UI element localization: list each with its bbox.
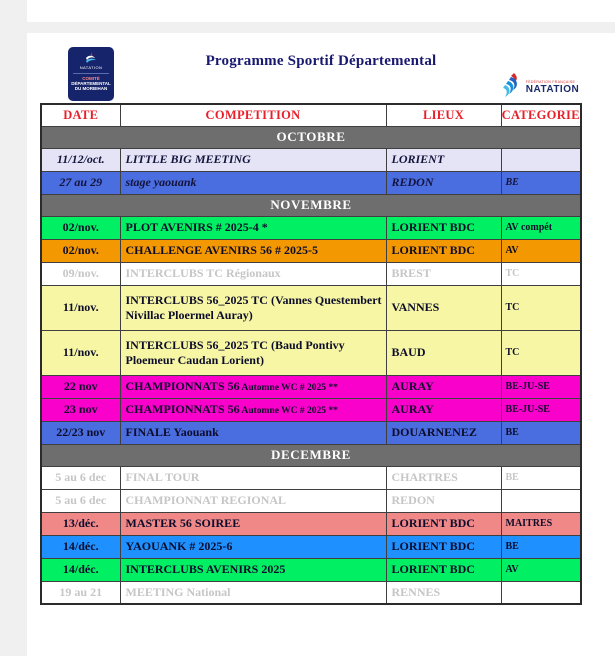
month-section-header: NOVEMBRE	[41, 194, 581, 216]
competition-cell: FINALE Yaouank	[120, 421, 386, 444]
competition-cell: INTERCLUBS 56_2025 TC (Baud Pontivy Ploemeur Caudan Lorient)	[120, 330, 386, 375]
committee-line-1: COMITÉ	[82, 76, 100, 81]
date-cell: 11/12/oct.	[41, 148, 120, 171]
categorie-cell: AV	[501, 239, 581, 262]
lieux-cell: AURAY	[386, 398, 501, 421]
lieux-cell: CHARTRES	[386, 466, 501, 489]
event-row	[41, 239, 581, 262]
date-cell: 02/nov.	[41, 239, 120, 262]
event-row	[41, 330, 581, 375]
competition-cell: CHAMPIONNAT REGIONAL	[120, 489, 386, 512]
competition-cell: LITTLE BIG MEETING	[120, 148, 386, 171]
categorie-cell: AV	[501, 558, 581, 581]
committee-line-2: DÉPARTEMENTAL	[71, 81, 111, 86]
event-row	[41, 171, 581, 194]
schedule-table-body	[41, 126, 581, 604]
categorie-cell: MAITRES	[501, 512, 581, 535]
competition-cell: PLOT AVENIRS # 2025-4 *	[120, 216, 386, 239]
lieux-cell: LORIENT BDC	[386, 239, 501, 262]
competition-cell: INTERCLUBS AVENIRS 2025	[120, 558, 386, 581]
categorie-cell	[501, 581, 581, 604]
month-section-row	[41, 444, 581, 466]
lieux-cell: REDON	[386, 489, 501, 512]
event-row	[41, 558, 581, 581]
event-row	[41, 466, 581, 489]
event-row	[41, 512, 581, 535]
categorie-cell: BE-JU-SE	[501, 375, 581, 398]
page-title: Programme Sportif Départemental	[205, 53, 437, 69]
categorie-cell: TC	[501, 285, 581, 330]
event-row	[41, 148, 581, 171]
event-row	[41, 421, 581, 444]
lieux-cell: VANNES	[386, 285, 501, 330]
previous-page-edge	[27, 0, 615, 22]
lieux-cell: LORIENT BDC	[386, 216, 501, 239]
date-cell: 5 au 6 dec	[41, 489, 120, 512]
competition-note: Automne WC # 2025 **	[239, 405, 338, 416]
committee-logo	[68, 47, 114, 101]
header-competition: COMPETITION	[120, 104, 386, 126]
event-row	[41, 489, 581, 512]
lieux-cell: BAUD	[386, 330, 501, 375]
categorie-cell: TC	[501, 262, 581, 285]
federation-label: NATATION	[525, 83, 580, 95]
month-section-header: DECEMBRE	[41, 444, 581, 466]
competition-cell: FINAL TOUR	[120, 466, 386, 489]
month-section-row	[41, 126, 581, 148]
date-cell: 5 au 6 dec	[41, 466, 120, 489]
categorie-cell: BE	[501, 466, 581, 489]
date-cell: 14/déc.	[41, 535, 120, 558]
date-cell: 11/nov.	[41, 330, 120, 375]
event-row	[41, 535, 581, 558]
date-cell: 22 nov	[41, 375, 120, 398]
competition-cell: INTERCLUBS 56_2025 TC (Vannes Questembert Nivillac Ploermel Auray)	[120, 285, 386, 330]
competition-cell: MASTER 56 SOIREE	[120, 512, 386, 535]
categorie-cell	[501, 489, 581, 512]
committee-line-3: DU MORBIHAN	[74, 86, 108, 91]
categorie-cell: AV compét	[501, 216, 581, 239]
event-row	[41, 581, 581, 604]
lieux-cell: BREST	[386, 262, 501, 285]
month-section-row	[41, 194, 581, 216]
header-categorie: CATEGORIE	[501, 104, 581, 126]
wave-icon	[84, 52, 98, 64]
date-cell: 19 au 21	[41, 581, 120, 604]
competition-cell: MEETING National	[120, 581, 386, 604]
competition-cell: stage yaouank	[120, 171, 386, 194]
categorie-cell: TC	[501, 330, 581, 375]
table-header-row	[41, 104, 581, 126]
month-section-header: OCTOBRE	[41, 126, 581, 148]
competition-cell: INTERCLUBS TC Régionaux	[120, 262, 386, 285]
header-date: DATE	[41, 104, 120, 126]
federation-swirl-icon	[501, 73, 523, 101]
lieux-cell: LORIENT	[386, 148, 501, 171]
categorie-cell: BE	[501, 171, 581, 194]
competition-note: Automne WC # 2025 **	[239, 382, 338, 393]
date-cell: 14/déc.	[41, 558, 120, 581]
event-row	[41, 375, 581, 398]
lieux-cell: RENNES	[386, 581, 501, 604]
event-row	[41, 285, 581, 330]
competition-cell: CHALLENGE AVENIRS 56 # 2025-5	[120, 239, 386, 262]
federation-logo	[497, 70, 583, 104]
lieux-cell: DOUARNENEZ	[386, 421, 501, 444]
categorie-cell: BE	[501, 535, 581, 558]
committee-logo-org: NATATION	[79, 65, 103, 70]
competition-cell: CHAMPIONNATS 56 Automne WC # 2025 **	[120, 398, 386, 421]
date-cell: 09/nov.	[41, 262, 120, 285]
header-lieux: LIEUX	[386, 104, 501, 126]
logo-divider	[73, 73, 110, 74]
date-cell: 23 nov	[41, 398, 120, 421]
date-cell: 22/23 nov	[41, 421, 120, 444]
categorie-cell: BE-JU-SE	[501, 398, 581, 421]
federation-small-label: FÉDÉRATION FRANÇAISE	[525, 79, 576, 84]
lieux-cell: REDON	[386, 171, 501, 194]
competition-cell: CHAMPIONNATS 56 Automne WC # 2025 **	[120, 375, 386, 398]
competition-cell: YAOUANK # 2025-6	[120, 535, 386, 558]
categorie-cell	[501, 148, 581, 171]
date-cell: 02/nov.	[41, 216, 120, 239]
lieux-cell: AURAY	[386, 375, 501, 398]
date-cell: 13/déc.	[41, 512, 120, 535]
event-row	[41, 398, 581, 421]
lieux-cell: LORIENT BDC	[386, 558, 501, 581]
event-row	[41, 262, 581, 285]
schedule-table	[40, 103, 582, 605]
lieux-cell: LORIENT BDC	[386, 512, 501, 535]
document-page	[27, 33, 615, 656]
categorie-cell: BE	[501, 421, 581, 444]
event-row	[41, 216, 581, 239]
date-cell: 27 au 29	[41, 171, 120, 194]
lieux-cell: LORIENT BDC	[386, 535, 501, 558]
date-cell: 11/nov.	[41, 285, 120, 330]
